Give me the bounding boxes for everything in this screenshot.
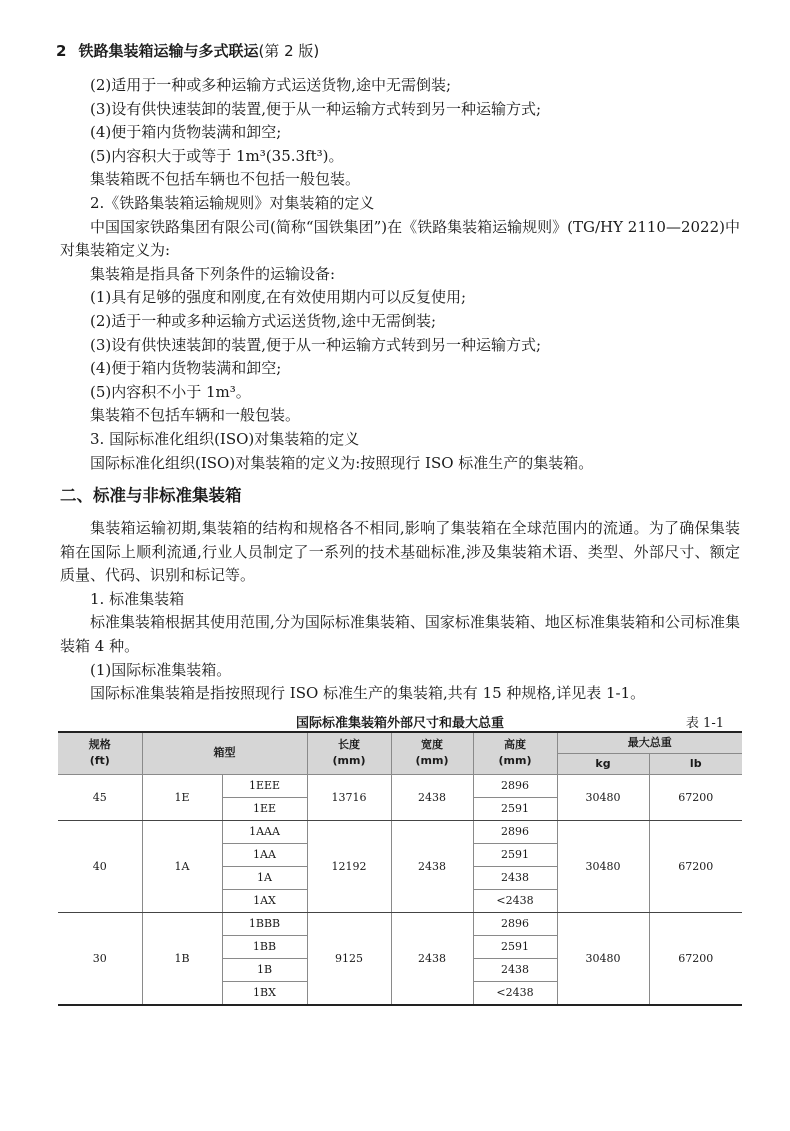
cell-series: 1A [142, 820, 222, 912]
header-length-label: 长度 [338, 738, 360, 752]
header-length-unit: (mm) [332, 754, 366, 768]
page-number: 2 [56, 42, 67, 60]
header-spec-label: 规格 [88, 738, 111, 752]
cell-width: 2438 [391, 912, 473, 1005]
table-caption: 国际标准集装箱外部尺寸和最大总重 [295, 715, 504, 731]
header-max-weight: 最大总重 [557, 732, 742, 754]
header-length [307, 732, 391, 775]
cell-lb: 67200 [649, 912, 742, 1005]
cell-series: 1B [142, 912, 222, 1005]
cell-length: 9125 [307, 912, 391, 1005]
header-width [391, 732, 473, 775]
cell-height: 2591 [473, 843, 557, 866]
cell-length: 13716 [307, 774, 391, 820]
paragraph: 标准集装箱根据其使用范围,分为国际标准集装箱、国家标准集装箱、地区标准集装箱和公司标准集装箱 4 种。 [60, 613, 740, 656]
header-type: 箱型 [142, 732, 307, 775]
paragraph: 集装箱运输初期,集装箱的结构和规格各不相同,影响了集装箱在全球范围内的流通。为了确保集装箱在国际上顺利流通,行业人员制定了一系列的技术基础标准,涉及集装箱术语、类型、外部尺寸、额定质量、代码、识别和标记等。 [60, 519, 740, 585]
cell-type: 1EE [222, 797, 307, 820]
table-row [58, 774, 742, 797]
paragraph: 中国国家铁路集团有限公司(简称“国铁集团”)在《铁路集装箱运输规则》(TG/HY 2110—2022)中对集装箱定义为: [60, 217, 740, 260]
cell-type: 1AAA [222, 820, 307, 843]
cell-type: 1A [222, 866, 307, 889]
table-caption-row [60, 709, 740, 731]
paragraph: (1)国际标准集装箱。 [90, 660, 232, 679]
cell-height: <2438 [473, 981, 557, 1005]
header-kg: kg [557, 753, 649, 774]
paragraph: (2)适用于一种或多种运输方式运送货物,途中无需倒装; [90, 76, 452, 94]
cell-height: 2896 [473, 774, 557, 797]
table-row [58, 912, 742, 935]
book-edition: (第 2 版) [258, 42, 320, 60]
paragraph: 集装箱是指具备下列条件的运输设备: [90, 264, 336, 283]
cell-height: 2438 [473, 958, 557, 981]
header-height [473, 732, 557, 775]
paragraph: (3)设有供快速装卸的装置,便于从一种运输方式转到另一种运输方式; [90, 335, 542, 354]
cell-height: 2896 [473, 912, 557, 935]
cell-kg: 30480 [557, 774, 649, 820]
cell-type: 1B [222, 958, 307, 981]
section-heading: 二、标准与非标准集装箱 [60, 486, 242, 506]
cell-type: 1AA [222, 843, 307, 866]
header-width-unit: (mm) [415, 754, 449, 768]
cell-lb: 67200 [649, 774, 742, 820]
cell-kg: 30480 [557, 912, 649, 1005]
cell-spec: 40 [58, 820, 142, 912]
paragraph: 集装箱不包括车辆和一般包装。 [90, 406, 301, 425]
header-width-label: 宽度 [421, 738, 443, 752]
table-row [58, 820, 742, 843]
header-height-unit: (mm) [498, 754, 532, 768]
cell-kg: 30480 [557, 820, 649, 912]
header-spec-unit: (ft) [89, 754, 110, 768]
header-height-label: 高度 [504, 738, 526, 752]
cell-height: 2591 [473, 797, 557, 820]
page-body [60, 74, 740, 1006]
paragraph: (3)设有供快速装卸的装置,便于从一种运输方式转到另一种运输方式; [90, 99, 542, 118]
running-header [56, 40, 319, 61]
cell-length: 12192 [307, 820, 391, 912]
table-header-row [58, 732, 742, 754]
table-number: 表 1-1 [685, 715, 724, 731]
cell-width: 2438 [391, 774, 473, 820]
paragraph: 国际标准集装箱是指按照现行 ISO 标准生产的集装箱,共有 15 种规格,详见表 1-1。 [90, 684, 646, 703]
paragraph: (2)适于一种或多种运输方式运送货物,途中无需倒装; [90, 311, 437, 330]
cell-lb: 67200 [649, 820, 742, 912]
cell-height: 2896 [473, 820, 557, 843]
cell-spec: 30 [58, 912, 142, 1005]
cell-height: 2591 [473, 935, 557, 958]
book-title: 铁路集装箱运输与多式联运 [78, 42, 259, 60]
cell-spec: 45 [58, 774, 142, 820]
subsection-heading: 2.《铁路集装箱运输规则》对集装箱的定义 [90, 193, 375, 212]
cell-series: 1E [142, 774, 222, 820]
header-spec [58, 732, 142, 775]
paragraph: (1)具有足够的强度和刚度,在有效使用期内可以反复使用; [90, 288, 467, 307]
cell-height: 2438 [473, 866, 557, 889]
cell-type: 1BX [222, 981, 307, 1005]
cell-height: <2438 [473, 889, 557, 912]
paragraph: (5)内容积不小于 1m³。 [90, 382, 251, 401]
subsection-heading: 1. 标准集装箱 [90, 589, 185, 608]
cell-type: 1EEE [222, 774, 307, 797]
paragraph: (5)内容积大于或等于 1m³(35.3ft³)。 [90, 146, 344, 165]
cell-width: 2438 [391, 820, 473, 912]
paragraph: 国际标准化组织(ISO)对集装箱的定义为:按照现行 ISO 标准生产的集装箱。 [90, 453, 594, 472]
container-spec-table [58, 731, 742, 1006]
paragraph: (4)便于箱内货物装满和卸空; [90, 359, 282, 378]
subsection-heading: 3. 国际标准化组织(ISO)对集装箱的定义 [90, 429, 360, 448]
cell-type: 1AX [222, 889, 307, 912]
paragraph: (4)便于箱内货物装满和卸空; [90, 123, 282, 142]
header-lb: lb [649, 753, 742, 774]
cell-type: 1BBB [222, 912, 307, 935]
paragraph: 集装箱既不包括车辆也不包括一般包装。 [90, 170, 361, 189]
cell-type: 1BB [222, 935, 307, 958]
